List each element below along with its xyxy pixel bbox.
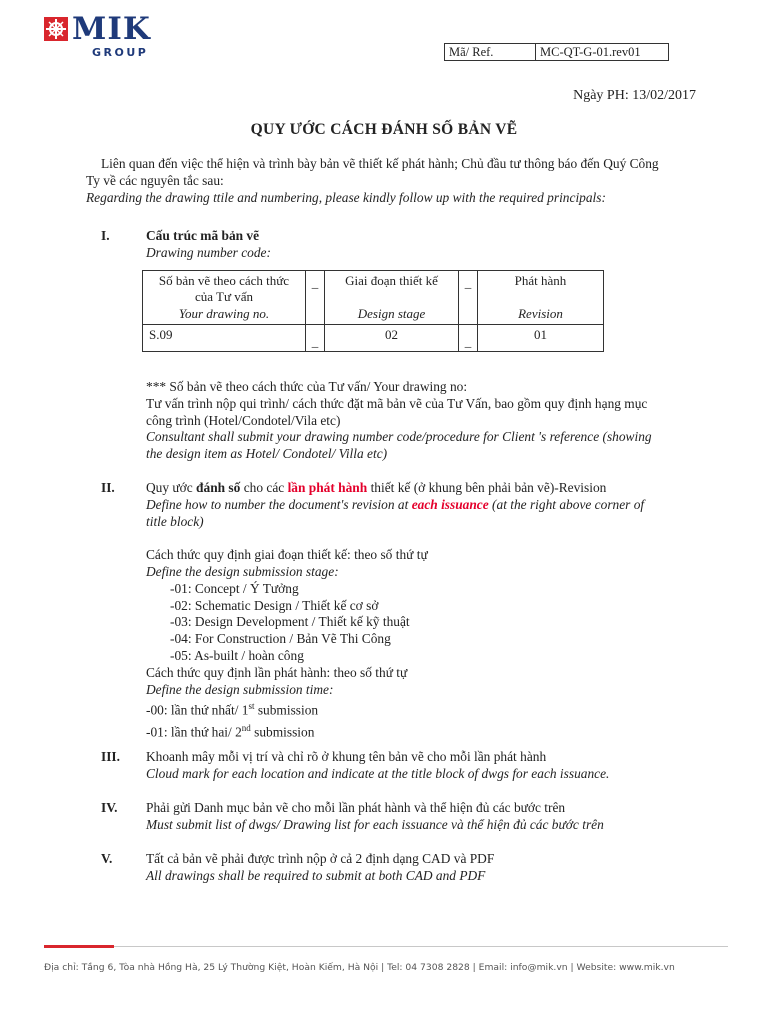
section-1-subtitle: Drawing number code: (146, 244, 271, 260)
section-2-body (146, 480, 706, 741)
section-4-vi: Phải gửi Danh mục bản vẽ cho mỗi lần phát hành và thể hiện đủ các bước trên (146, 800, 566, 815)
stage-item: -04: For Construction / Bản Vẽ Thi Công (170, 631, 391, 647)
section-3-vi: Khoanh mây mỗi vị trí và chỉ rõ ở khung tên bản vẽ cho mỗi lần phát hành (146, 749, 547, 764)
note-en-2: the design item as Hotel/ Condotel/ Villa etc) (146, 446, 388, 462)
col-drawing-no-en: Your drawing no. (178, 305, 270, 321)
note-line-3: công trình (Hotel/Condotel/Vila etc) (146, 412, 341, 428)
cell-design-stage: 02 (325, 325, 459, 351)
col-drawing-no (143, 271, 306, 325)
footer-contact: Địa chỉ: Tầng 6, Tòa nhà Hồng Hà, 25 Lý Thường Kiệt, Hoàn Kiếm, Hà Nội | Tel: 04 7308 2828 | Email: info@mik.vn | Website: www.mik.vn (44, 962, 675, 973)
ref-table (444, 43, 669, 61)
company-logo (44, 11, 174, 64)
section-3-body (146, 749, 706, 783)
intro-vi-2: Ty về các nguyên tắc sau: (86, 172, 224, 188)
separator: _ (459, 325, 478, 351)
col-design-stage-vi: Giai đoạn thiết kế (345, 273, 438, 288)
section-1-note (146, 379, 706, 463)
footer-divider (44, 946, 728, 947)
stage-en: Define the design submission stage: (146, 563, 339, 579)
logo-brand: MIK (72, 11, 151, 47)
section-2-line-1: Quy ước đánh số cho các lần phát hành thiết kế (ở khung bên phải bản vẽ)-Revision (146, 480, 607, 495)
col-revision-vi: Phát hành (514, 273, 567, 288)
issue-date: Ngày PH: 13/02/2017 (573, 88, 696, 103)
section-2-number: II. (101, 480, 115, 495)
section-4-en: Must submit list of dwgs/ Drawing list for each issuance và thể hiện đủ các bước trên (146, 816, 604, 832)
stage-vi: Cách thức quy định giai đoạn thiết kế: theo số thứ tự (146, 547, 428, 563)
col-revision-en: Revision (518, 305, 563, 321)
col-revision (478, 271, 604, 325)
section-2-en: Define how to number the document's revision at each issuance (at the right above corner of (146, 496, 645, 512)
drawing-code-table (142, 270, 604, 352)
logo-mark-icon (44, 17, 68, 41)
stage-item: -01: Concept / Ý Tưởng (170, 580, 299, 596)
stage-item: -02: Schematic Design / Thiết kế cơ sở (170, 597, 379, 613)
time-item: -01: lần thứ hai/ 2nd submission (146, 722, 315, 740)
section-4-number: IV. (101, 800, 118, 815)
cell-revision: 01 (478, 325, 604, 351)
separator: _ (306, 325, 325, 351)
section-5-vi: Tất cả bản vẽ phải được trình nộp ở cả 2 định dạng CAD và PDF (146, 851, 495, 866)
section-2-en-2: title block) (146, 513, 204, 529)
section-1-heading (146, 228, 706, 262)
section-5-body (146, 851, 706, 885)
intro-en: Regarding the drawing ttile and numbering, please kindly follow up with the required principals: (86, 189, 606, 205)
logo-sub: GROUP (92, 46, 149, 59)
page-title: QUY ƯỚC CÁCH ĐÁNH SỐ BẢN VẼ (250, 121, 518, 138)
time-en: Define the design submission time: (146, 681, 334, 697)
separator: _ (306, 271, 325, 325)
time-item: -00: lần thứ nhất/ 1st submission (146, 701, 319, 718)
footer-accent (44, 945, 114, 948)
section-3-number: III. (101, 749, 120, 764)
section-5-number: V. (101, 851, 113, 866)
cell-drawing-no: S.09 (143, 325, 306, 351)
section-4-body (146, 800, 706, 834)
note-line-2: Tư vấn trình nộp qui trình/ cách thức đặt mã bản vẽ của Tư Vấn, bao gồm quy định hạng mục (146, 395, 648, 411)
note-line-1: *** Số bản vẽ theo cách thức của Tư vấn/ Your drawing no: (146, 379, 468, 394)
section-1-number: I. (101, 228, 110, 243)
stage-item: -03: Design Development / Thiết kế kỹ thuật (170, 614, 410, 630)
col-design-stage (325, 271, 459, 325)
stage-item: -05: As-built / hoàn công (170, 647, 304, 663)
section-3-en: Cloud mark for each location and indicate at the title block of dwgs for each issuance. (146, 765, 610, 781)
col-drawing-no-vi: Số bản vẽ theo cách thức của Tư vấn (158, 273, 290, 305)
separator: _ (459, 271, 478, 325)
col-design-stage-en: Design stage (357, 305, 426, 321)
intro-vi-1: Liên quan đến việc thể hiện và trình bày bản vẽ thiết kế phát hành; Chủ đầu tư thông báo đến Quý Công (101, 156, 659, 171)
intro (86, 156, 701, 206)
note-en-1: Consultant shall submit your drawing number code/procedure for Client 's reference (showing (146, 429, 652, 445)
section-5-en: All drawings shall be required to submit at both CAD and PDF (146, 867, 486, 883)
time-vi: Cách thức quy định lần phát hành: theo số thứ tự (146, 664, 408, 680)
ref-label: Mã/ Ref. (445, 44, 536, 61)
ref-value: MC-QT-G-01.rev01 (536, 44, 669, 61)
section-1-title: Cấu trúc mã bản vẽ (146, 228, 260, 243)
